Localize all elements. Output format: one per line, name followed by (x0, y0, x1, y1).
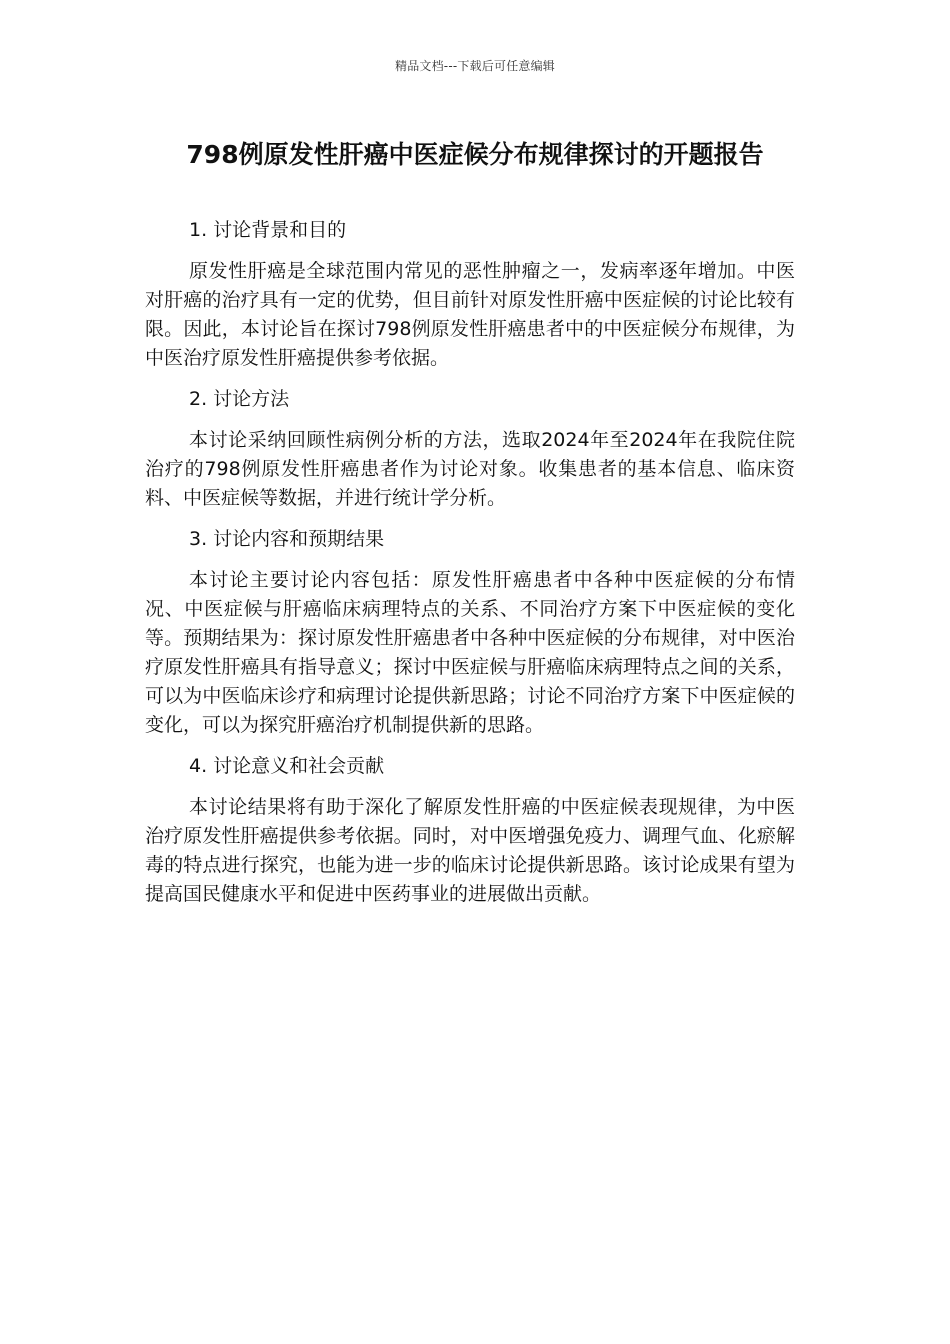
section-background (145, 216, 795, 373)
section-heading: 3. 讨论内容和预期结果 (189, 528, 385, 550)
section-heading: 1. 讨论背景和目的 (189, 219, 347, 241)
section-paragraph: 本讨论主要讨论内容包括：原发性肝癌患者中各种中医症候的分布情况、中医症候与肝癌临床病理特点的关系、不同治疗方案下中医症候的变化等。预期结果为：探讨原发性肝癌患者中各种中医症候的分布规律，对中医治疗原发性肝癌具有指导意义；探讨中医症候与肝癌临床病理特点之间的关系，可以为中医临床诊疗和病理讨论提供新思路；讨论不同治疗方案下中医症候的变化，可以为探究肝癌治疗机制提供新的思路。 (145, 569, 795, 736)
section-heading: 4. 讨论意义和社会贡献 (189, 755, 385, 777)
section-paragraph: 本讨论采纳回顾性病例分析的方法，选取2024年至2024年在我院住院治疗的798例原发性肝癌患者作为讨论对象。收集患者的基本信息、临床资料、中医症候等数据，并进行统计学分析。 (145, 429, 795, 509)
section-paragraph: 原发性肝癌是全球范围内常见的恶性肿瘤之一，发病率逐年增加。中医对肝癌的治疗具有一定的优势，但目前针对原发性肝癌中医症候的讨论比较有限。因此，本讨论旨在探讨798例原发性肝癌患者中的中医症候分布规律，为中医治疗原发性肝癌提供参考依据。 (145, 260, 795, 369)
section-methods (145, 385, 795, 513)
section-significance (145, 752, 795, 909)
document-body (145, 216, 795, 921)
document-title: 798例原发性肝癌中医症候分布规律探讨的开题报告 (186, 140, 764, 169)
section-paragraph: 本讨论结果将有助于深化了解原发性肝癌的中医症候表现规律，为中医治疗原发性肝癌提供参考依据。同时，对中医增强免疫力、调理气血、化瘀解毒的特点进行探究，也能为进一步的临床讨论提供新思路。该讨论成果有望为提高国民健康水平和促进中医药事业的进展做出贡献。 (145, 796, 795, 905)
section-heading: 2. 讨论方法 (189, 388, 290, 410)
section-content-results (145, 525, 795, 740)
page-header: 精品文档---下载后可任意编辑 (395, 59, 555, 73)
